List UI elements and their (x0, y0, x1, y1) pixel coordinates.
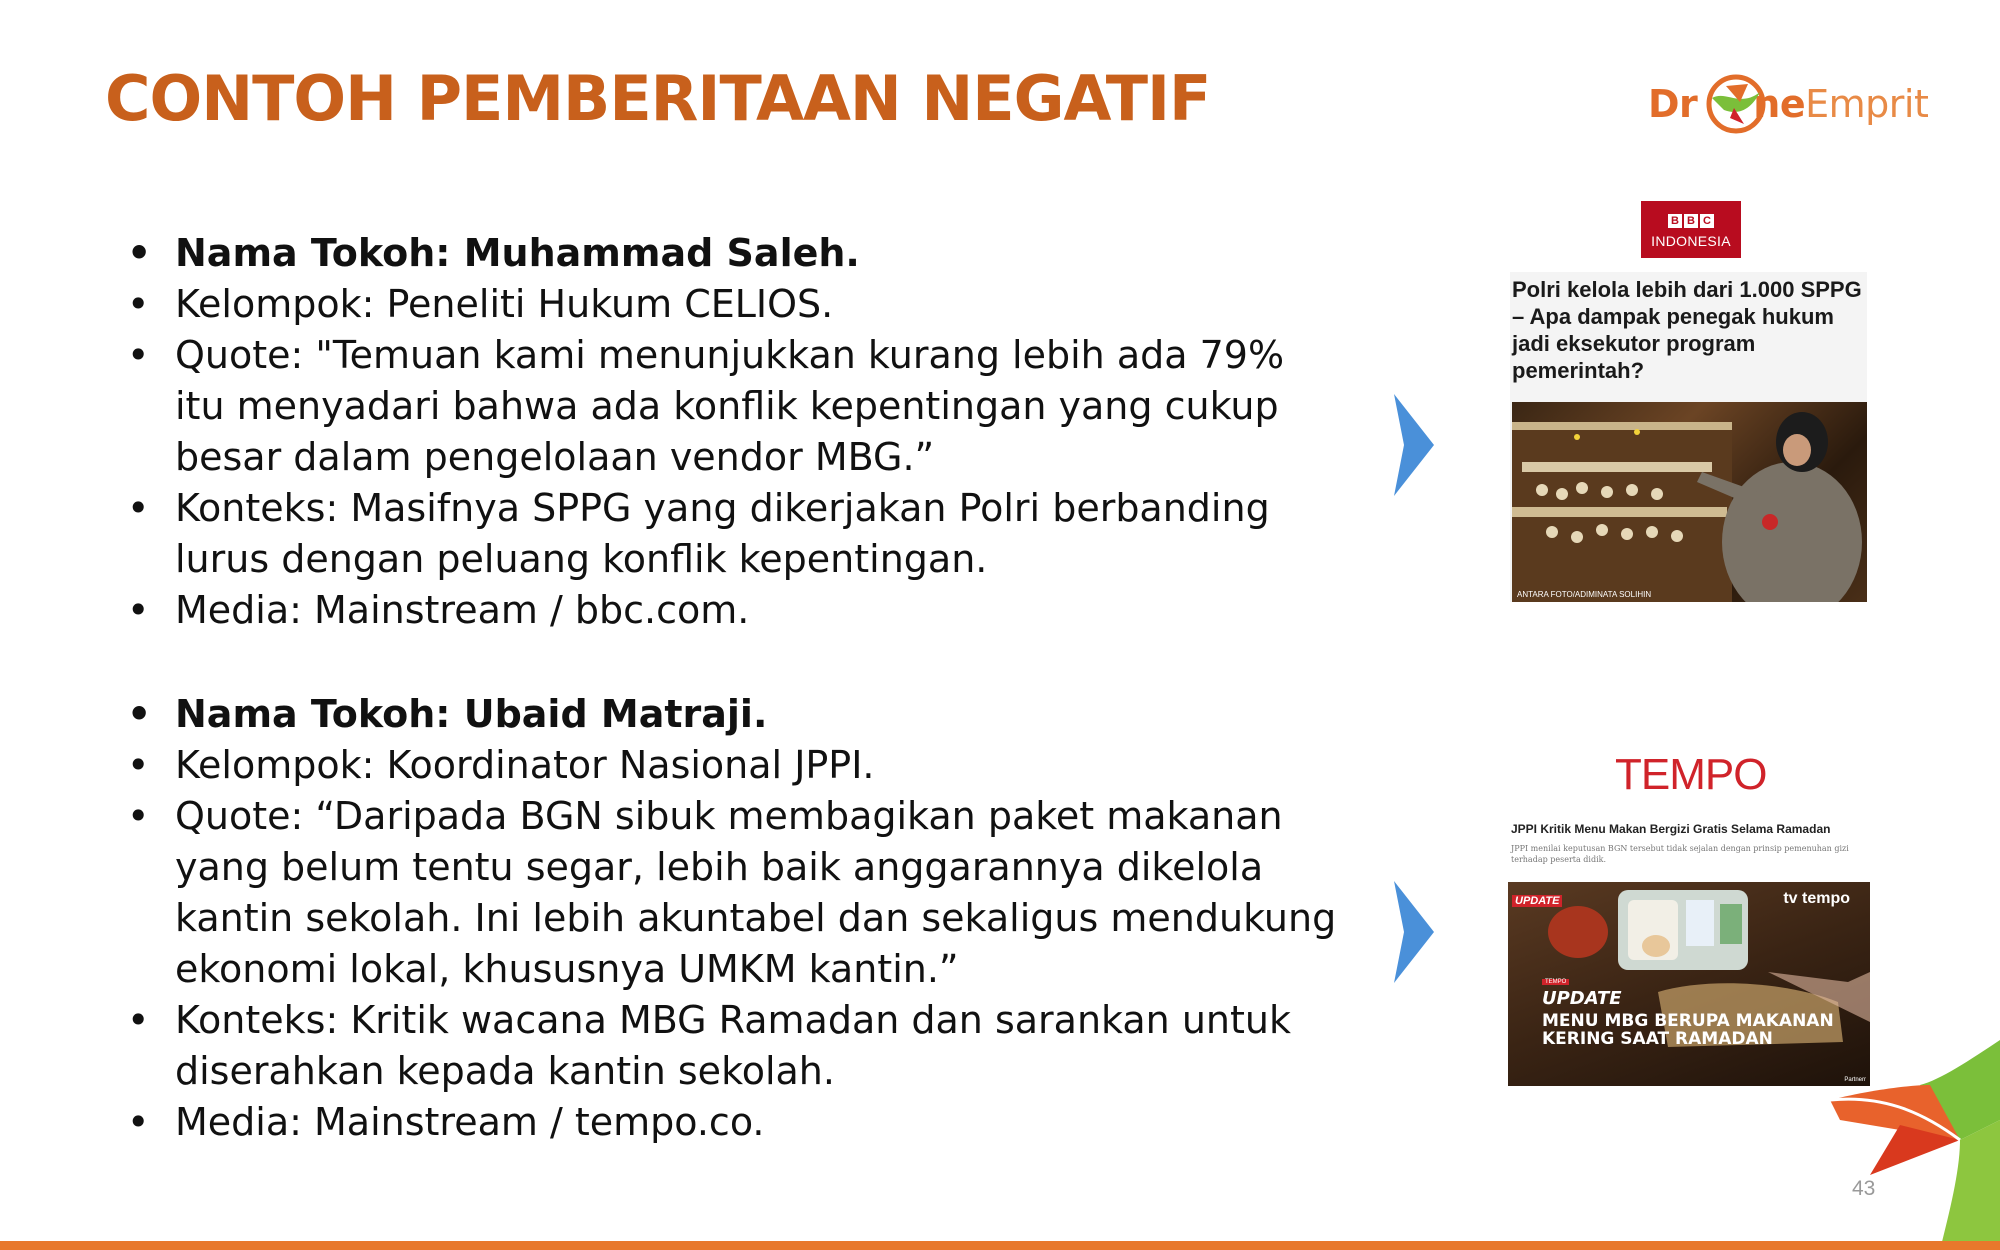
bbc-photo-credit: ANTARA FOTO/ADIMINATA SOLIHIN (1517, 590, 1652, 599)
tempo-logo: TEMPO (1615, 750, 1767, 799)
tempo-video-thumbnail (1508, 882, 1870, 1086)
bullet-text: Kelompok: Peneliti Hukum CELIOS. (175, 282, 834, 326)
bullet-text: Quote: “Daripada BGN sibuk membagikan paket makanan yang belum tentu segar, lebih baik anggarannya dikelola kantin sekolah. Ini lebih akuntabel dan sekaligus mendukung ekonomi lokal, khususnya UMKM kantin.” (175, 794, 1337, 991)
bullet-dot: • (127, 998, 150, 1042)
bullet-item (125, 228, 1345, 279)
bottom-accent-bar (0, 1241, 2000, 1250)
bullet-list (125, 228, 1345, 1148)
bbc-article-card (1510, 272, 1867, 602)
bullet-dot: • (127, 333, 150, 377)
tv-tempo-label: tv tempo (1783, 890, 1850, 907)
bullet-text: Konteks: Kritik wacana MBG Ramadan dan sarankan untuk diserahkan kepada kantin sekolah. (175, 998, 1291, 1093)
drone-circle-icon (1648, 68, 1916, 146)
video-caption (1542, 1012, 1834, 1048)
corner-decoration-icon (1820, 1040, 2000, 1250)
bullet-item (125, 585, 1345, 636)
bullet-item (125, 995, 1345, 1097)
bbc-article-photo (1512, 402, 1867, 602)
bullet-item (125, 1097, 1345, 1148)
bullet-dot: • (127, 794, 150, 838)
partner-label: Partnerr (1844, 1077, 1866, 1083)
bullet-text: Quote: "Temuan kami menunjukkan kurang lebih ada 79% itu menyadari bahwa ada konflik kepentingan yang cukup besar dalam pengelolaan vendor MBG.” (175, 333, 1285, 479)
video-caption-line: MENU MBG BERUPA MAKANAN (1542, 1011, 1834, 1031)
bbc-letter: B (1684, 214, 1698, 228)
arrow-right-icon (1394, 881, 1434, 983)
bullet-dot: • (127, 231, 152, 275)
bullet-item (125, 740, 1345, 791)
update-main-tag: UPDATE (1542, 988, 1622, 1009)
bullet-dot: • (127, 743, 150, 787)
bullet-text: Media: Mainstream / tempo.co. (175, 1100, 765, 1144)
update-tag: UPDATE (1512, 895, 1562, 907)
bullet-dot: • (127, 692, 152, 736)
logo-text-ne: ne (1753, 82, 1806, 126)
police-officer-photo-image (1512, 402, 1867, 602)
bullet-dot: • (127, 282, 150, 326)
bullet-group-2 (125, 689, 1345, 1148)
page-number: 43 (1852, 1177, 1876, 1200)
bullet-item (125, 330, 1345, 483)
drone-emprit-logo (1648, 68, 1929, 146)
bullet-text: Konteks: Masifnya SPPG yang dikerjakan Polri berbanding lurus dengan peluang konflik kepentingan. (175, 486, 1270, 581)
bbc-indonesia-logo (1641, 201, 1741, 258)
bullet-text: Nama Tokoh: Muhammad Saleh. (175, 231, 860, 275)
bbc-headline: Polri kelola lebih dari 1.000 SPPG – Apa dampak penegak hukum jadi eksekutor program pemerintah? (1512, 277, 1862, 383)
tempo-subtext: JPPI menilai keputusan BGN tersebut tidak sejalan dengan prinsip pemenuhan gizi terhadap peserta didik. (1511, 844, 1849, 864)
bullet-item (125, 483, 1345, 585)
bullet-item (125, 689, 1345, 740)
bullet-text: Kelompok: Koordinator Nasional JPPI. (175, 743, 875, 787)
bullet-dot: • (127, 486, 150, 530)
bbc-letter: C (1700, 214, 1714, 228)
bullet-text: Nama Tokoh: Ubaid Matraji. (175, 692, 768, 736)
logo-text-dr: Dr (1648, 82, 1698, 126)
video-caption-line: KERING SAAT RAMADAN (1542, 1029, 1773, 1049)
bbc-letter: B (1668, 214, 1682, 228)
bullet-group-1 (125, 228, 1345, 636)
arrow-right-icon (1394, 394, 1434, 496)
slide-title: CONTOH PEMBERITAAN NEGATIF (105, 62, 1211, 135)
bullet-item (125, 791, 1345, 995)
tempo-headline: JPPI Kritik Menu Makan Bergizi Gratis Selama Ramadan (1511, 822, 1831, 836)
bullet-item (125, 279, 1345, 330)
logo-text-emprit: Emprit (1805, 82, 1929, 126)
bullet-dot: • (127, 588, 150, 632)
tempo-small-tag: TEMPO (1542, 979, 1569, 985)
bullet-dot: • (127, 1100, 150, 1144)
bullet-text: Media: Mainstream / bbc.com. (175, 588, 750, 632)
bbc-subtitle: INDONESIA (1651, 233, 1731, 249)
